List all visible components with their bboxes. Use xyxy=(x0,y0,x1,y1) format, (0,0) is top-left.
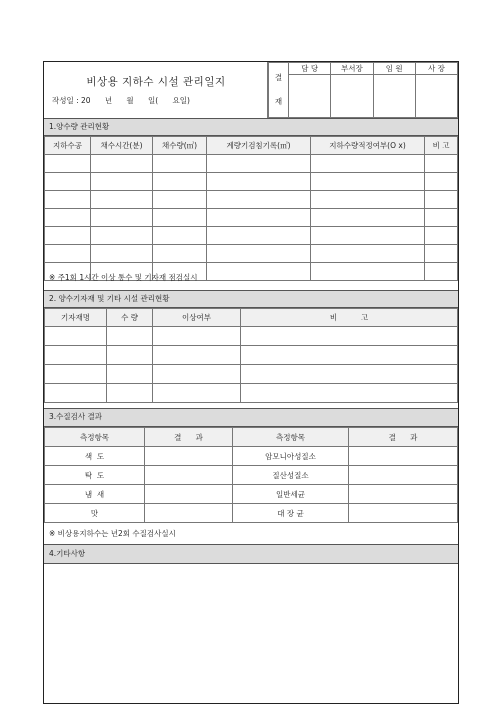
col-header: 측정항목 xyxy=(45,428,145,447)
cell[interactable] xyxy=(207,245,311,263)
form-header xyxy=(44,62,458,118)
col-header: 지하수량적정여부(O x) xyxy=(311,137,425,155)
cell[interactable] xyxy=(207,227,311,245)
approval-box xyxy=(268,62,458,118)
col-header: 수 량 xyxy=(107,309,153,327)
table-row xyxy=(45,327,458,346)
result-cell[interactable] xyxy=(349,504,458,523)
cell[interactable] xyxy=(45,173,91,191)
cell[interactable] xyxy=(207,209,311,227)
cell[interactable] xyxy=(45,155,91,173)
section4-title: 4.기타사항 xyxy=(44,544,458,564)
cell[interactable] xyxy=(425,227,458,245)
section2-table xyxy=(44,308,458,403)
cell[interactable] xyxy=(45,346,107,365)
result-cell[interactable] xyxy=(349,466,458,485)
cell[interactable] xyxy=(91,245,153,263)
table-row xyxy=(45,227,458,245)
cell[interactable] xyxy=(107,327,153,346)
cell[interactable] xyxy=(425,173,458,191)
cell[interactable] xyxy=(107,384,153,403)
approval-role: 담 당 xyxy=(289,63,331,75)
cell[interactable] xyxy=(311,245,425,263)
test-item: 일반세균 xyxy=(233,485,349,504)
section1-note: ※ 주1회 1시간 이상 통수 및 기자재 점검실시 xyxy=(49,273,198,282)
cell[interactable] xyxy=(153,384,241,403)
form-page xyxy=(43,61,459,704)
result-cell[interactable] xyxy=(349,485,458,504)
result-cell[interactable] xyxy=(145,504,233,523)
cell[interactable] xyxy=(91,155,153,173)
cell[interactable] xyxy=(153,245,207,263)
remarks-area[interactable] xyxy=(44,564,458,703)
approval-label-top: 결 xyxy=(274,73,283,82)
cell[interactable] xyxy=(207,173,311,191)
col-header: 결 과 xyxy=(145,428,233,447)
table-row xyxy=(45,466,458,485)
cell[interactable] xyxy=(153,227,207,245)
section1-table xyxy=(44,136,458,281)
signature-cell[interactable] xyxy=(331,75,373,118)
table-row xyxy=(45,504,458,523)
cell[interactable] xyxy=(311,155,425,173)
cell[interactable] xyxy=(153,191,207,209)
cell[interactable] xyxy=(311,173,425,191)
table-row xyxy=(45,245,458,263)
cell[interactable] xyxy=(153,346,241,365)
approval-role: 사 장 xyxy=(415,63,457,75)
result-cell[interactable] xyxy=(145,466,233,485)
cell[interactable] xyxy=(91,173,153,191)
cell[interactable] xyxy=(107,365,153,384)
col-header: 계량기검침기록(㎥) xyxy=(207,137,311,155)
table-row xyxy=(45,346,458,365)
test-item: 탁 도 xyxy=(45,466,145,485)
result-cell[interactable] xyxy=(145,485,233,504)
test-item: 맛 xyxy=(45,504,145,523)
approval-role: 임 원 xyxy=(373,63,415,75)
date-line: 작성일 : 20 년 월 일( 요일) xyxy=(52,96,190,105)
cell[interactable] xyxy=(425,155,458,173)
result-cell[interactable] xyxy=(145,447,233,466)
cell[interactable] xyxy=(45,191,91,209)
cell[interactable] xyxy=(153,155,207,173)
table-row xyxy=(45,485,458,504)
cell[interactable] xyxy=(153,327,241,346)
cell[interactable] xyxy=(91,227,153,245)
col-header: 이상여부 xyxy=(153,309,241,327)
section1-title: 1.양수량 관리현황 xyxy=(44,118,458,136)
cell[interactable] xyxy=(311,191,425,209)
cell[interactable] xyxy=(425,209,458,227)
section3-note: ※ 비상용지하수는 년2회 수질검사실시 xyxy=(49,529,176,538)
section2-title: 2. 양수기자재 및 기타 시설 관리현황 xyxy=(44,290,458,308)
cell[interactable] xyxy=(91,209,153,227)
cell[interactable] xyxy=(45,365,107,384)
test-item: 대 장 균 xyxy=(233,504,349,523)
table-row xyxy=(45,209,458,227)
col-header: 측정항목 xyxy=(233,428,349,447)
cell[interactable] xyxy=(425,245,458,263)
cell[interactable] xyxy=(45,245,91,263)
col-header: 비 고 xyxy=(241,309,458,327)
cell[interactable] xyxy=(241,384,458,403)
cell[interactable] xyxy=(153,173,207,191)
col-header: 지하수공 xyxy=(45,137,91,155)
table-row xyxy=(45,173,458,191)
test-item: 냄 새 xyxy=(45,485,145,504)
signature-cell[interactable] xyxy=(289,75,331,118)
col-header: 채수시간(분) xyxy=(91,137,153,155)
approval-label-bottom: 재 xyxy=(274,97,283,106)
test-item: 암모니아성질소 xyxy=(233,447,349,466)
result-cell[interactable] xyxy=(349,447,458,466)
section3-table xyxy=(44,427,458,523)
cell[interactable] xyxy=(153,365,241,384)
col-header: 채수량(㎥) xyxy=(153,137,207,155)
table-row xyxy=(45,365,458,384)
cell[interactable] xyxy=(241,365,458,384)
col-header: 결 과 xyxy=(349,428,458,447)
cell[interactable] xyxy=(45,384,107,403)
signature-cell[interactable] xyxy=(415,75,457,118)
approval-role: 부서장 xyxy=(331,63,373,75)
table-row xyxy=(45,384,458,403)
cell[interactable] xyxy=(311,209,425,227)
cell[interactable] xyxy=(207,155,311,173)
cell[interactable] xyxy=(45,327,107,346)
test-item: 색 도 xyxy=(45,447,145,466)
cell[interactable] xyxy=(207,191,311,209)
col-header: 기자재명 xyxy=(45,309,107,327)
cell[interactable] xyxy=(311,227,425,245)
cell[interactable] xyxy=(153,209,207,227)
col-header: 비 고 xyxy=(425,137,458,155)
cell[interactable] xyxy=(107,346,153,365)
cell[interactable] xyxy=(425,191,458,209)
cell[interactable] xyxy=(45,227,91,245)
section3-title: 3.수질검사 결과 xyxy=(44,408,458,427)
cell[interactable] xyxy=(91,191,153,209)
table-row xyxy=(45,155,458,173)
cell[interactable] xyxy=(241,327,458,346)
page-title: 비상용 지하수 시설 관리일지 xyxy=(86,76,226,88)
cell[interactable] xyxy=(45,209,91,227)
table-row xyxy=(45,447,458,466)
table-row xyxy=(45,191,458,209)
cell[interactable] xyxy=(241,346,458,365)
signature-cell[interactable] xyxy=(373,75,415,118)
test-item: 질산성질소 xyxy=(233,466,349,485)
